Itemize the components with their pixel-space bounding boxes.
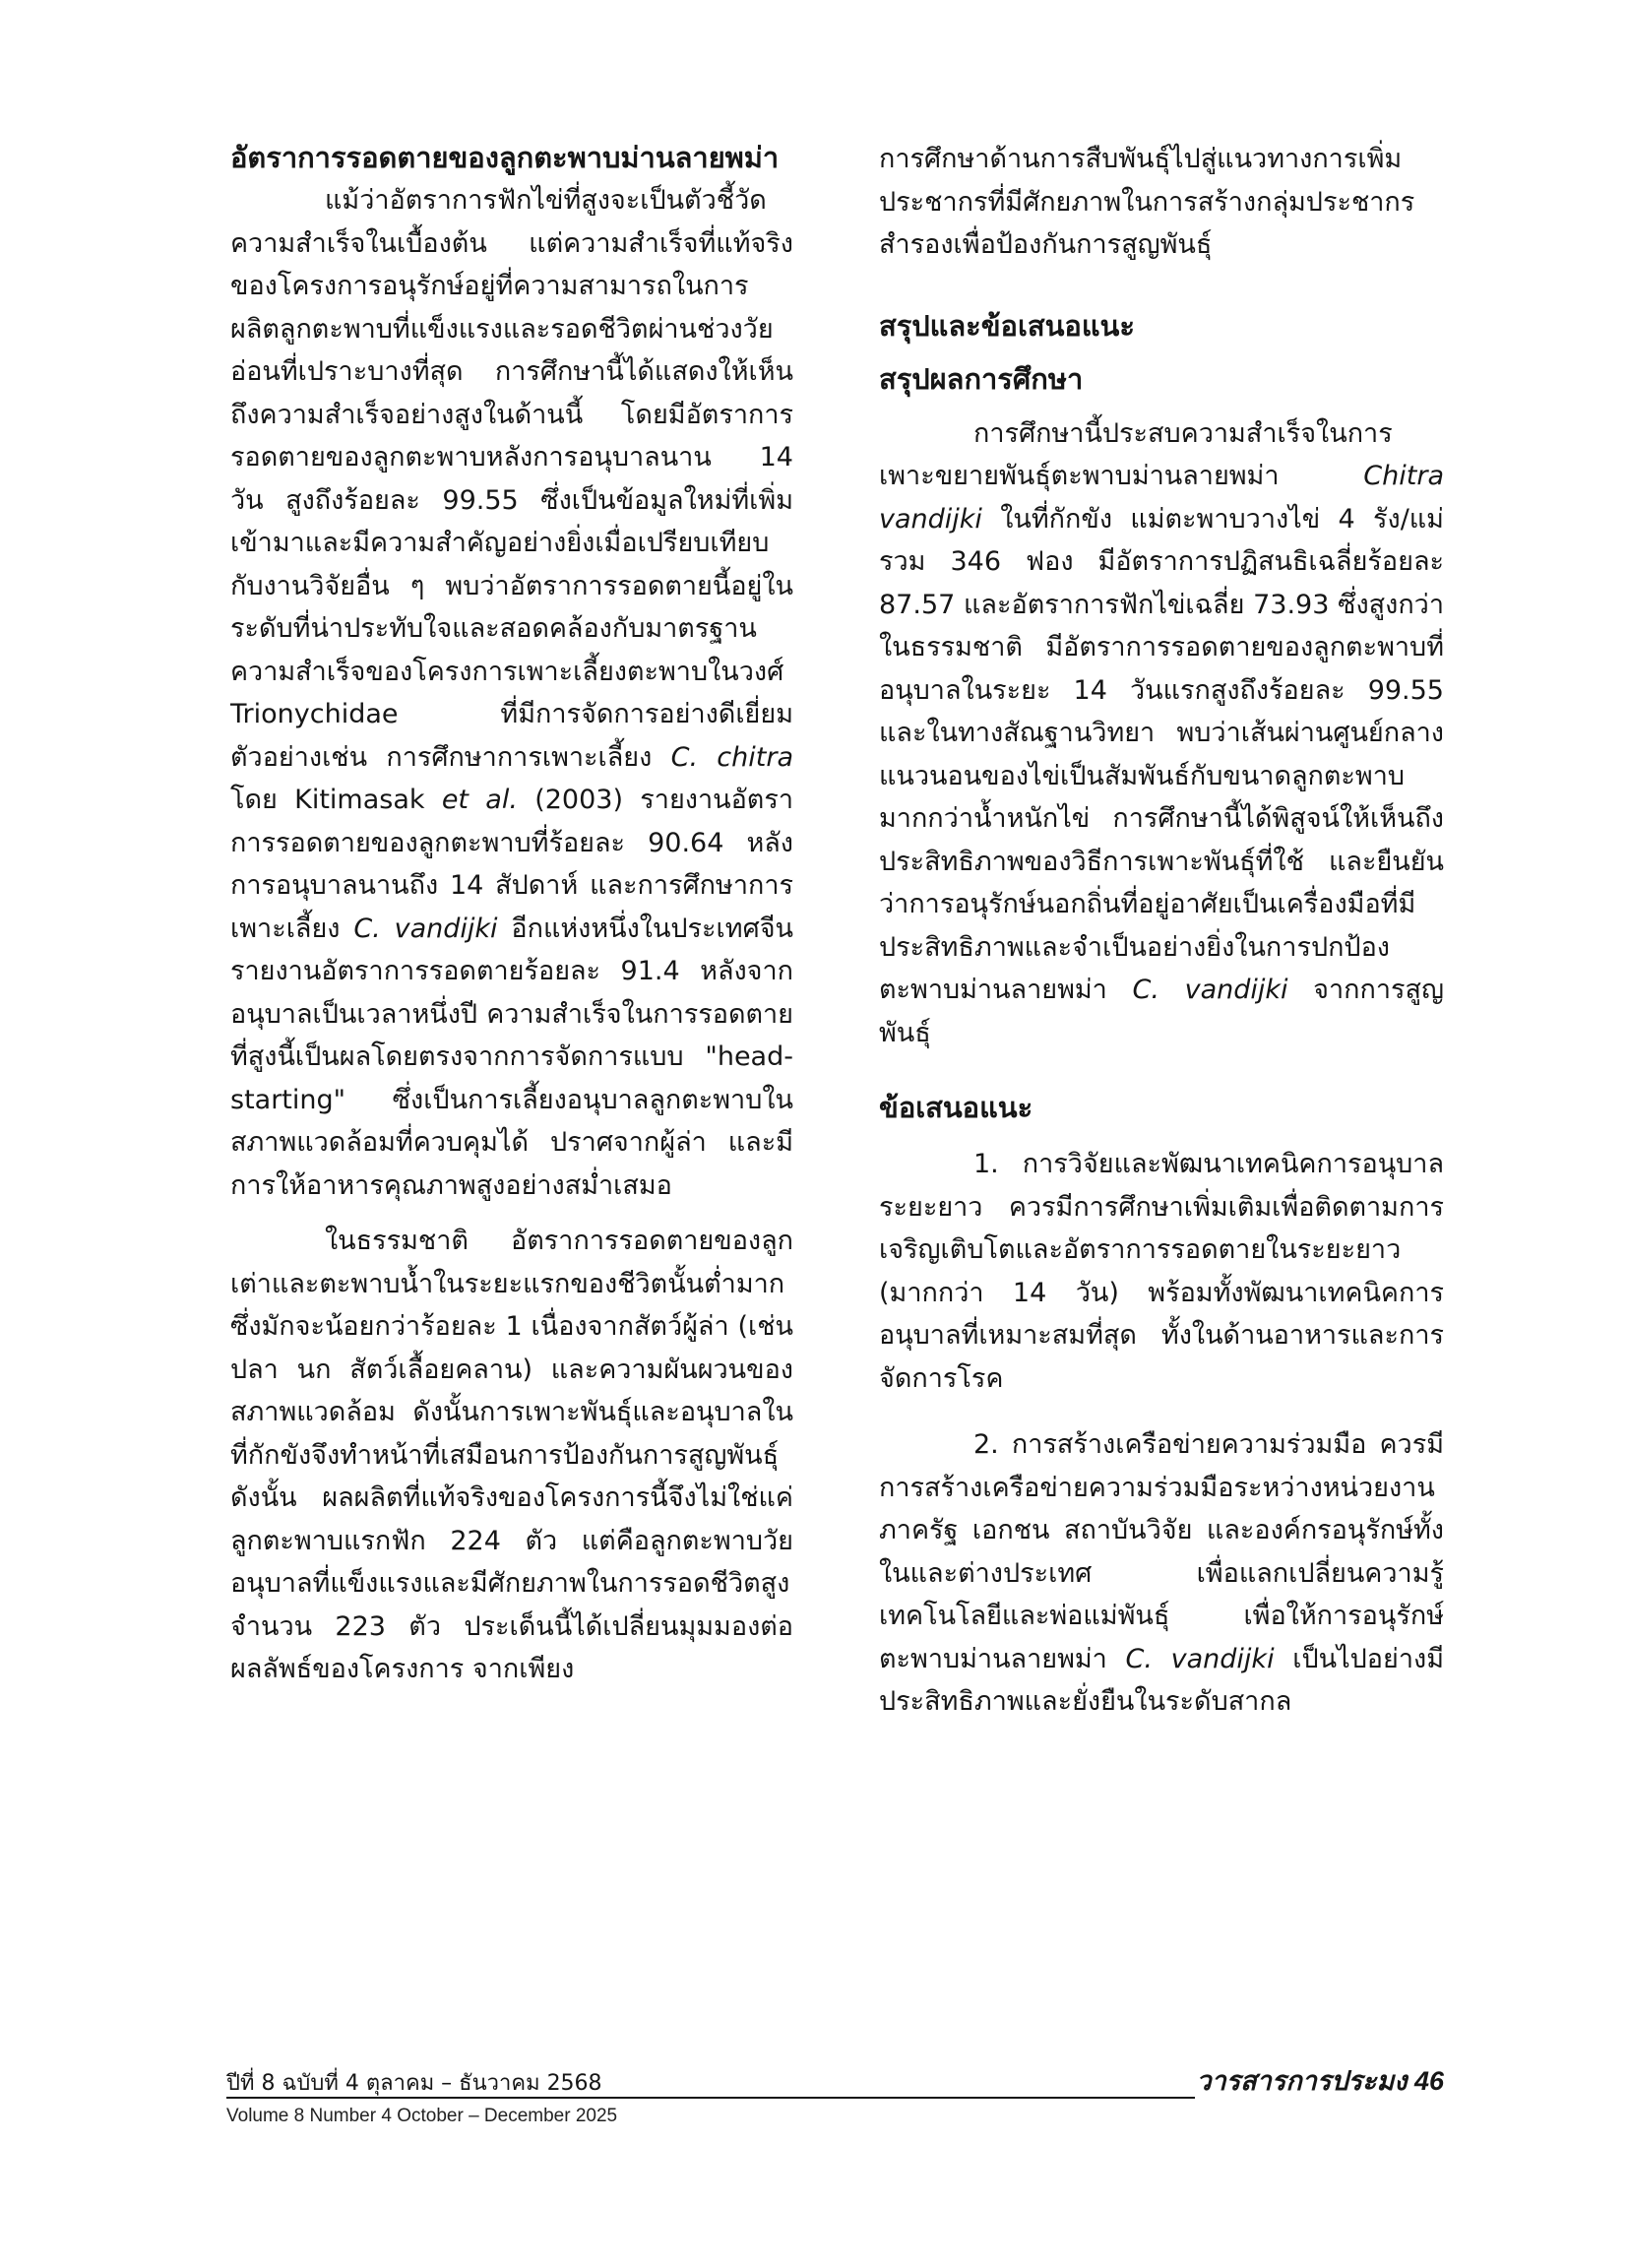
left-column [230,138,793,1691]
subsection-heading-summary: สรุปผลการศึกษา [879,363,1084,396]
body-paragraph: ในธรรมชาติ อัตราการรอดตายของลูกเต่าและตะพาบน้ำในระยะแรกของชีวิตนั้นต่ำมาก ซึ่งมักจะน้อยกว่าร้อยละ 1 เนื่องจากสัตว์ผู้ล่า (เช่น ปลา นก สัตว์เลื้อยคลาน) และความผันผวนของสภาพแวดล้อม ดังนั้นการเพาะพันธุ์และอนุบาลในที่กักขังจึงทำหน้าที่เสมือนการป้องกันการสูญพันธุ์ ดังนั้น ผลผลิตที่แท้จริงของโครงการนี้จึงไม่ใช่แค่ลูกตะพาบแรกฟัก 224 ตัว แต่คือลูกตะพาบวัยอนุบาลที่แข็งแรงและมีศักยภาพในการรอดชีวิตสูงจำนวน 223 ตัว ประเด็นนี้ได้เปลี่ยนมุมมองต่อผลลัพธ์ของโครงการ จากเพียง [230,1226,793,1684]
recommendation-item: 2. การสร้างเครือข่ายความร่วมมือ ควรมีการสร้างเครือข่ายความร่วมมือระหว่างหน่วยงานภาครัฐ เอกชน สถาบันวิจัย และองค์กรอนุรักษ์ทั้งในและต่างประเทศ เพื่อแลกเปลี่ยนความรู้ เทคโนโลยีและพ่อแม่พันธุ์ เพื่อให้การอนุรักษ์ตะพาบม่านลายพม่า C. vandijki เป็นไปอย่างมีประสิทธิภาพและยั่งยืนในระดับสากล [879,1429,1444,1717]
footer-issue-english: Volume 8 Number 4 October – December 2025 [226,2106,618,2126]
right-column [879,138,1444,1724]
subsection-heading-recommendations: ข้อเสนอแนะ [879,1093,1033,1124]
section-heading-conclusion: สรุปและข้อเสนอแนะ [879,310,1135,343]
body-paragraph: การศึกษาด้านการสืบพันธุ์ไปสู่แนวทางการเพิ่มประชากรที่มีศักยภาพในการสร้างกลุ่มประชากรสำรองเพื่อป้องกันการสูญพันธุ์ [879,144,1415,260]
recommendation-item: 1. การวิจัยและพัฒนาเทคนิคการอนุบาลระยะยาว ควรมีการศึกษาเพิ่มเติมเพื่อติดตามการเจริญเติบโตและอัตราการรอดตายในระยะยาว (มากกว่า 14 วัน) พร้อมทั้งพัฒนาเทคนิคการอนุบาลที่เหมาะสมที่สุด ทั้งในด้านอาหารและการจัดการโรค [879,1149,1444,1394]
footer-issue-thai: ปีที่ 8 ฉบับที่ 4 ตุลาคม – ธันวาคม 2568 [226,2071,1195,2099]
body-paragraph: การศึกษานี้ประสบความสำเร็จในการเพาะขยายพันธุ์ตะพาบม่านลายพม่า Chitra vandijki ในที่กักขัง แม่ตะพาบวางไข่ 4 รัง/แม่ รวม 346 ฟอง มีอัตราการปฏิสนธิเฉลี่ยร้อยละ 87.57 และอัตราการฟักไข่เฉลี่ย 73.93 ซึ่งสูงกว่าในธรรมชาติ มีอัตราการรอดตายของลูกตะพาบที่อนุบาลในระยะ 14 วันแรกสูงถึงร้อยละ 99.55 และในทางสัณฐานวิทยา พบว่าเส้นผ่านศูนย์กลางแนวนอนของไข่เป็นสัมพันธ์กับขนาดลูกตะพาบมากกว่าน้ำหนักไข่ การศึกษานี้ได้พิสูจน์ให้เห็นถึงประสิทธิภาพของวิธีการเพาะพันธุ์ที่ใช้ และยืนยันว่าการอนุรักษ์นอกถิ่นที่อยู่อาศัยเป็นเครื่องมือที่มีประสิทธิภาพและจำเป็นอย่างยิ่งในการปกป้องตะพาบม่านลายพม่า C. vandijki จากการสูญพันธุ์ [879,417,1444,1048]
section-heading-survival: อัตราการรอดตายของลูกตะพาบม่านลายพม่า [230,143,780,174]
footer-journal-page: วารสารการประมง 46 [1190,2065,1444,2097]
body-paragraph: แม้ว่าอัตราการฟักไข่ที่สูงจะเป็นตัวชี้วัดความสำเร็จในเบื้องต้น แต่ความสำเร็จที่แท้จริงของโครงการอนุรักษ์อยู่ที่ความสามารถในการผลิตลูกตะพาบที่แข็งแรงและรอดชีวิตผ่านช่วงวัยอ่อนที่เปราะบางที่สุด การศึกษานี้ได้แสดงให้เห็นถึงความสำเร็จอย่างสูงในด้านนี้ โดยมีอัตราการรอดตายของลูกตะพาบหลังการอนุบาลนาน 14 วัน สูงถึงร้อยละ 99.55 ซึ่งเป็นข้อมูลใหม่ที่เพิ่มเข้ามาและมีความสำคัญอย่างยิ่งเมื่อเปรียบเทียบกับงานวิจัยอื่น ๆ พบว่าอัตราการรอดตายนี้อยู่ในระดับที่น่าประทับใจและสอดคล้องกับมาตรฐานความสำเร็จของโครงการเพาะเลี้ยงตะพาบในวงศ์ Trionychidae ที่มีการจัดการอย่างดีเยี่ยม ตัวอย่างเช่น การศึกษาการเพาะเลี้ยง C. chitra โดย Kitimasak et al. (2003) รายงานอัตราการรอดตายของลูกตะพาบที่ร้อยละ 90.64 หลังการอนุบาลนานถึง 14 สัปดาห์ และการศึกษาการเพาะเลี้ยง C. vandijki อีกแห่งหนึ่งในประเทศจีน รายงานอัตราการรอดตายร้อยละ 91.4 หลังจากอนุบาลเป็นเวลาหนึ่งปี ความสำเร็จในการรอดตายที่สูงนี้เป็นผลโดยตรงจากการจัดการแบบ "head-starting" ซึ่งเป็นการเลี้ยงอนุบาลลูกตะพาบในสภาพแวดล้อมที่ควบคุมได้ ปราศจากผู้ล่า และมีการให้อาหารคุณภาพสูงอย่างสม่ำเสมอ [230,185,794,1201]
